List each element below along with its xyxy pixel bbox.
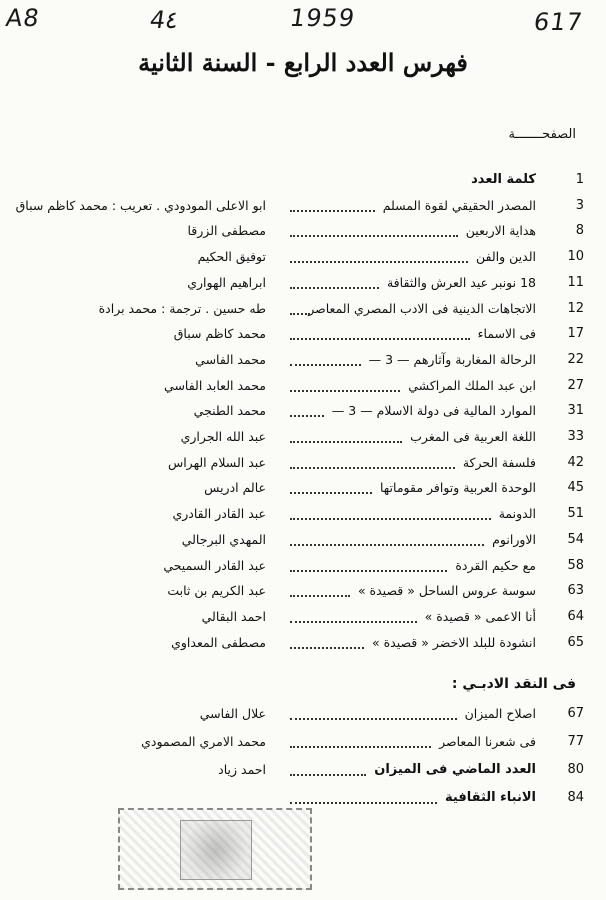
toc-row (0, 631, 606, 655)
toc-page-number: 65 (567, 634, 584, 650)
table-of-contents (0, 168, 606, 828)
toc-leader-dots (290, 311, 310, 315)
page-column-label: الصفحـــــــة (508, 127, 576, 142)
toc-page-number: 3 (575, 197, 584, 213)
toc-page-number: 67 (567, 706, 584, 722)
toc-author: مصطفى الزرقا (187, 223, 266, 239)
stamp-emblem (180, 820, 252, 880)
toc-author: عبد القادر القادري (172, 506, 266, 522)
toc-row (0, 605, 606, 629)
toc-leader-dots (290, 388, 400, 392)
toc-row (0, 297, 606, 321)
handwritten-mark-number: 617 (532, 8, 585, 36)
toc-page-number: 8 (575, 223, 584, 239)
toc-author: توفيق الحكيم (197, 249, 266, 265)
toc-article-title: مع حكيم القردة (455, 557, 536, 573)
handwritten-mark-year: 1959 (288, 4, 358, 32)
toc-row (0, 374, 606, 398)
page-title: فهرس العدد الرابع - السنة الثانية (138, 48, 468, 77)
handwritten-mark-issue: 4٤ (148, 6, 181, 34)
toc-page-number: 1 (575, 172, 584, 187)
toc-page-number: 22 (567, 351, 584, 367)
toc-author: محمد الطنجي (193, 403, 266, 419)
toc-leader-dots (290, 542, 484, 546)
toc-page-number: 63 (567, 583, 584, 599)
toc-page-number: 80 (567, 762, 584, 778)
toc-row (0, 502, 606, 526)
toc-article-title: الدين والفن (476, 249, 536, 265)
toc-leader-dots (290, 772, 366, 776)
toc-leader-dots (290, 208, 375, 212)
toc-page-number: 33 (567, 429, 584, 444)
toc-author: مصطفى المعداوي (171, 634, 266, 650)
toc-article-title: كلمة العدد (471, 172, 536, 187)
toc-article-title: الدونمة (498, 506, 536, 522)
toc-page-number: 11 (567, 274, 584, 290)
toc-article-title: أنا الاعمى « قصيدة » (424, 608, 536, 624)
toc-row (0, 451, 606, 475)
toc-author: عبد السلام الهراس (167, 454, 266, 470)
toc-page-number: 27 (567, 377, 584, 393)
toc-author: عبد القادر السميحي (163, 557, 266, 573)
toc-row (0, 476, 606, 500)
toc-page-number: 58 (567, 557, 584, 573)
toc-row (0, 194, 606, 218)
toc-row (0, 168, 606, 192)
toc-article-title: الوحدة العربية وتوافر مقوماتها (379, 480, 536, 496)
toc-row (0, 219, 606, 243)
toc-article-title: انشودة للبلد الاخضر « قصيدة » (371, 634, 536, 650)
toc-leader-dots (290, 619, 417, 623)
toc-leader-dots (290, 336, 470, 340)
toc-row (0, 758, 606, 782)
toc-author: محمد الفاسي (195, 351, 266, 367)
toc-page-number: 64 (567, 608, 584, 624)
toc-article-title: المصدر الحقيقي لقوة المسلم (382, 197, 536, 213)
toc-page-number: 10 (567, 249, 584, 265)
toc-row (0, 425, 606, 449)
toc-author: محمد الامري المصمودي (141, 734, 266, 750)
toc-article-title: الاورانوم (492, 531, 536, 547)
toc-author: محمد كاظم سباق (173, 326, 266, 342)
toc-page-number: 45 (567, 480, 584, 496)
toc-leader-dots (290, 645, 364, 649)
toc-article-title: 18 نونبر عيد العرش والثقافة (386, 274, 536, 290)
toc-article-title: الرحالة المغاربة وآثارهم — 3 — (368, 351, 536, 367)
toc-author: احمد البقالي (201, 608, 266, 624)
toc-leader-dots (290, 744, 431, 748)
toc-author: المهدي البرجالي (181, 531, 266, 547)
toc-leader-dots (290, 285, 379, 289)
toc-row (0, 786, 606, 810)
toc-page-number: 51 (567, 506, 584, 522)
toc-article-title: سوسة عروس الساحل « قصيدة » (357, 583, 536, 599)
toc-author: احمد زياد (218, 762, 266, 778)
toc-row (0, 271, 606, 295)
toc-article-title: فلسفة الحركة (462, 454, 536, 470)
toc-article-title: اصلاح الميزان (464, 706, 536, 722)
library-stamp (118, 808, 312, 890)
handwritten-mark-a8: A8 (4, 4, 42, 32)
toc-leader-dots (290, 465, 455, 469)
toc-row (0, 348, 606, 372)
toc-page-number: 42 (567, 454, 584, 470)
toc-row (0, 554, 606, 578)
toc-page-number: 12 (567, 300, 584, 316)
toc-article-title: فى الاسماء (477, 326, 536, 342)
toc-author: ابراهيم الهواري (187, 274, 266, 290)
toc-leader-dots (290, 413, 324, 417)
toc-row (0, 730, 606, 754)
toc-author: عالم ادريس (204, 480, 266, 496)
toc-author: طه حسين . ترجمة : محمد برادة (98, 300, 266, 316)
toc-author: علال الفاسي (199, 706, 266, 722)
toc-page-number: 77 (567, 734, 584, 750)
toc-row (0, 579, 606, 603)
toc-leader-dots (290, 568, 447, 572)
toc-author: ابو الاعلى المودودي . تعريب : محمد كاظم سباق (15, 197, 266, 213)
toc-article-title: الانباء الثقافية (445, 790, 536, 806)
toc-row (0, 528, 606, 552)
toc-article-title: هداية الاربعين (465, 223, 536, 239)
toc-article-title: الموارد المالية فى دولة الاسلام — 3 — (331, 403, 536, 419)
toc-row (0, 399, 606, 423)
toc-leader-dots (290, 259, 468, 263)
toc-page-number: 31 (567, 403, 584, 419)
toc-leader-dots (290, 490, 372, 494)
toc-page-number: 54 (567, 531, 584, 547)
toc-page-number: 17 (567, 326, 584, 342)
section-heading: فى النقد الادبـي : (451, 676, 576, 693)
toc-row (0, 702, 606, 726)
toc-author: محمد العابد الفاسي (164, 377, 266, 393)
toc-leader-dots (290, 362, 361, 366)
toc-article-title: اللغة العربية فى المغرب (410, 429, 536, 444)
toc-leader-dots (290, 716, 457, 720)
toc-row (0, 245, 606, 269)
toc-author: عبد الكريم بن ثابت (167, 583, 266, 599)
toc-author: عبد الله الجراري (180, 429, 266, 444)
toc-leader-dots (290, 516, 491, 520)
toc-leader-dots (290, 439, 402, 443)
toc-article-title: الاتجاهات الدينية فى الادب المصري المعاصر (308, 300, 536, 316)
toc-article-title: العدد الماضي فى الميزان (374, 762, 536, 778)
toc-leader-dots (290, 800, 437, 804)
toc-leader-dots (290, 233, 458, 237)
toc-row (0, 322, 606, 346)
toc-leader-dots (290, 593, 350, 597)
toc-page-number: 84 (567, 790, 584, 806)
toc-article-title: ابن عبد الملك المراكشي (408, 377, 536, 393)
toc-article-title: فى شعرنا المعاصر (439, 734, 536, 750)
